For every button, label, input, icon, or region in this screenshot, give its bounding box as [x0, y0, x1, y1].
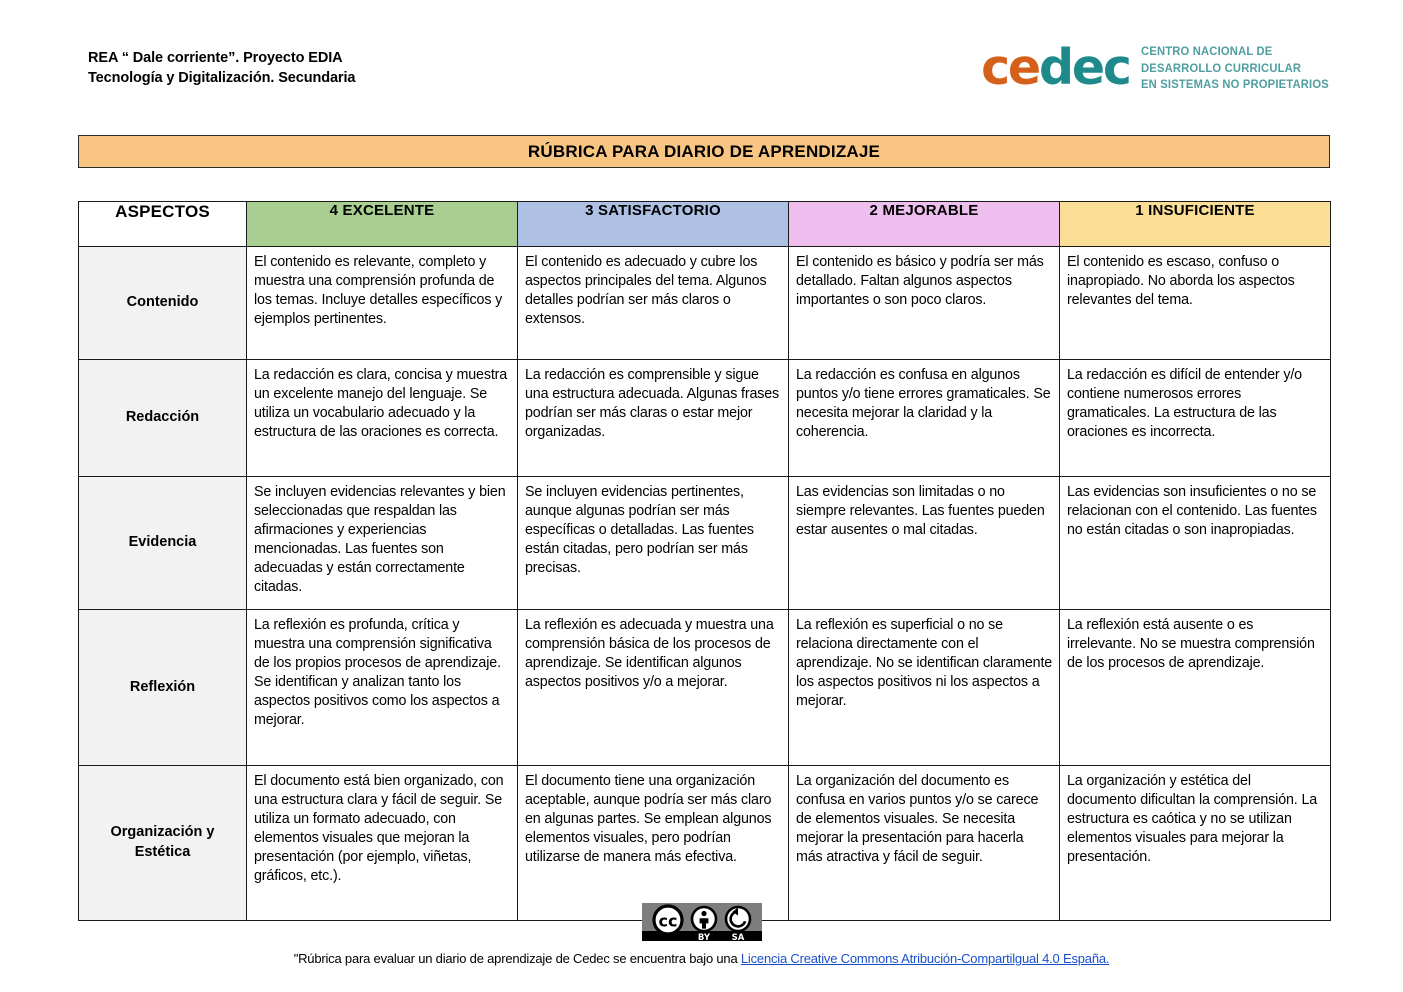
criterion-cell-excelente: El documento está bien organizado, con una estructura clara y fácil de seguir. Se utiliza un formato adecuado, con elementos visuales que mejoran la presentación (por ejemplo, viñetas, gráficos, etc.). — [247, 766, 518, 921]
license-link[interactable]: Licencia Creative Commons Atribución-Compartilgual 4.0 España. — [740, 951, 1110, 966]
cedec-logo — [981, 39, 1345, 97]
criterion-cell-excelente: El contenido es relevante, completo y muestra una comprensión profunda de los temas. Incluye detalles específicos y ejemplos pertinentes. — [247, 247, 518, 360]
cedec-wordmark-part1: ce — [981, 39, 1039, 97]
page-title: RÚBRICA PARA DIARIO DE APRENDIZAJE — [527, 141, 881, 161]
svg-text:BY: BY — [697, 933, 710, 941]
criterion-cell-insuficiente: La organización y estética del documento dificultan la comprensión. La estructura es caótica y no se utilizan elementos visuales para mejorar la presentación. — [1060, 766, 1331, 921]
aspect-label: Reflexión — [79, 610, 247, 766]
header-line-1: REA “ Dale corriente”. Proyecto EDIA — [88, 50, 343, 66]
criterion-cell-satisfactorio: Se incluyen evidencias pertinentes, aunque algunas podrían ser más específicas o detalladas. Las fuentes están citadas, pero podrían ser más precisas. — [518, 477, 789, 610]
criterion-cell-satisfactorio: El contenido es adecuado y cubre los aspectos principales del tema. Algunos detalles podrían ser más claros o extensos. — [518, 247, 789, 360]
criterion-cell-excelente: La reflexión es profunda, crítica y muestra una comprensión significativa de los propios procesos de aprendizaje. Se identifican y analizan tanto los aspectos positivos como los aspectos a mejorar. — [247, 610, 518, 766]
column-header-satisfactorio: 3 SATISFACTORIO — [518, 202, 789, 247]
table-row — [79, 360, 1331, 477]
table-row — [79, 610, 1331, 766]
column-header-aspectos: ASPECTOS — [79, 202, 247, 247]
document-subtitle — [88, 48, 355, 88]
table-row — [79, 477, 1331, 610]
criterion-cell-mejorable: La reflexión es superficial o no se relaciona directamente con el aprendizaje. No se identifican claramente los aspectos positivos ni los aspectos a mejorar. — [789, 610, 1060, 766]
cedec-wordmark — [981, 39, 1130, 97]
cedec-wordmark-part2: dec — [1038, 39, 1130, 97]
criterion-cell-excelente: Se incluyen evidencias relevantes y bien seleccionadas que respaldan las afirmaciones y experiencias mencionadas. Las fuentes son adecuadas y están correctamente citadas. — [247, 477, 518, 610]
table-row — [79, 766, 1331, 921]
criterion-cell-mejorable: El contenido es básico y podría ser más detallado. Faltan algunos aspectos importantes o son poco claros. — [789, 247, 1060, 360]
aspect-label: Organización y Estética — [79, 766, 247, 921]
criterion-cell-mejorable: La redacción es confusa en algunos puntos y/o tiene errores gramaticales. Se necesita mejorar la claridad y la coherencia. — [789, 360, 1060, 477]
license-statement — [0, 951, 1403, 966]
table-header-row — [79, 202, 1331, 247]
header-line-2: Tecnología y Digitalización. Secundaria — [88, 70, 356, 86]
criterion-cell-insuficiente: La reflexión está ausente o es irrelevante. No se muestra comprensión de los procesos de aprendizaje. — [1060, 610, 1331, 766]
page-footer — [0, 903, 1403, 966]
aspect-label: Redacción — [79, 360, 247, 477]
criterion-cell-excelente: La redacción es clara, concisa y muestra un excelente manejo del lenguaje. Se utiliza un vocabulario adecuado y la estructura de las oraciones es correcta. — [247, 360, 518, 477]
page-header — [0, 0, 1403, 118]
column-header-excelente: 4 EXCELENTE — [247, 202, 518, 247]
criterion-cell-satisfactorio: La redacción es comprensible y sigue una estructura adecuada. Algunas frases podrían ser más claras o estar mejor organizadas. — [518, 360, 789, 477]
cedec-tagline-line-2: DESARROLLO CURRICULAR — [1140, 60, 1301, 75]
cedec-tagline — [1141, 43, 1329, 93]
cedec-tagline-line-3: EN SISTEMAS NO PROPIETARIOS — [1140, 77, 1329, 92]
criterion-cell-satisfactorio: La reflexión es adecuada y muestra una comprensión básica de los procesos de aprendizaje. Se identifican algunos aspectos positivos y/o a mejorar. — [518, 610, 789, 766]
criterion-cell-satisfactorio: El documento tiene una organización aceptable, aunque podría ser más claro en algunas partes. Se emplean algunos elementos visuales, pero podrían utilizarse de manera más efectiva. — [518, 766, 789, 921]
creative-commons-badge-icon — [642, 903, 762, 941]
criterion-cell-insuficiente: Las evidencias son insuficientes o no se relacionan con el contenido. Las fuentes no están citadas o son inapropiadas. — [1060, 477, 1331, 610]
column-header-mejorable: 2 MEJORABLE — [789, 202, 1060, 247]
column-header-insuficiente: 1 INSUFICIENTE — [1060, 202, 1331, 247]
rubric-table-head — [79, 202, 1331, 247]
svg-text:cc: cc — [658, 911, 677, 931]
rubric-table — [78, 201, 1331, 921]
aspect-label: Evidencia — [79, 477, 247, 610]
criterion-cell-mejorable: La organización del documento es confusa en varios puntos y/o se carece de elementos visuales. Se necesita mejorar la presentación para hacerla más atractiva y fácil de seguir. — [789, 766, 1060, 921]
aspect-label: Contenido — [79, 247, 247, 360]
cedec-tagline-line-1: CENTRO NACIONAL DE — [1140, 44, 1273, 58]
rubric-title-banner — [78, 135, 1330, 168]
svg-text:SA: SA — [731, 933, 744, 941]
rubric-table-body — [79, 247, 1331, 921]
license-text: "Rúbrica para evaluar un diario de aprendizaje de Cedec se encuentra bajo una — [293, 951, 741, 966]
table-row — [79, 247, 1331, 360]
criterion-cell-mejorable: Las evidencias son limitadas o no siempre relevantes. Las fuentes pueden estar ausentes o mal citadas. — [789, 477, 1060, 610]
criterion-cell-insuficiente: La redacción es difícil de entender y/o contiene numerosos errores gramaticales. La estructura de las oraciones es incorrecta. — [1060, 360, 1331, 477]
criterion-cell-insuficiente: El contenido es escaso, confuso o inapropiado. No aborda los aspectos relevantes del tema. — [1060, 247, 1331, 360]
